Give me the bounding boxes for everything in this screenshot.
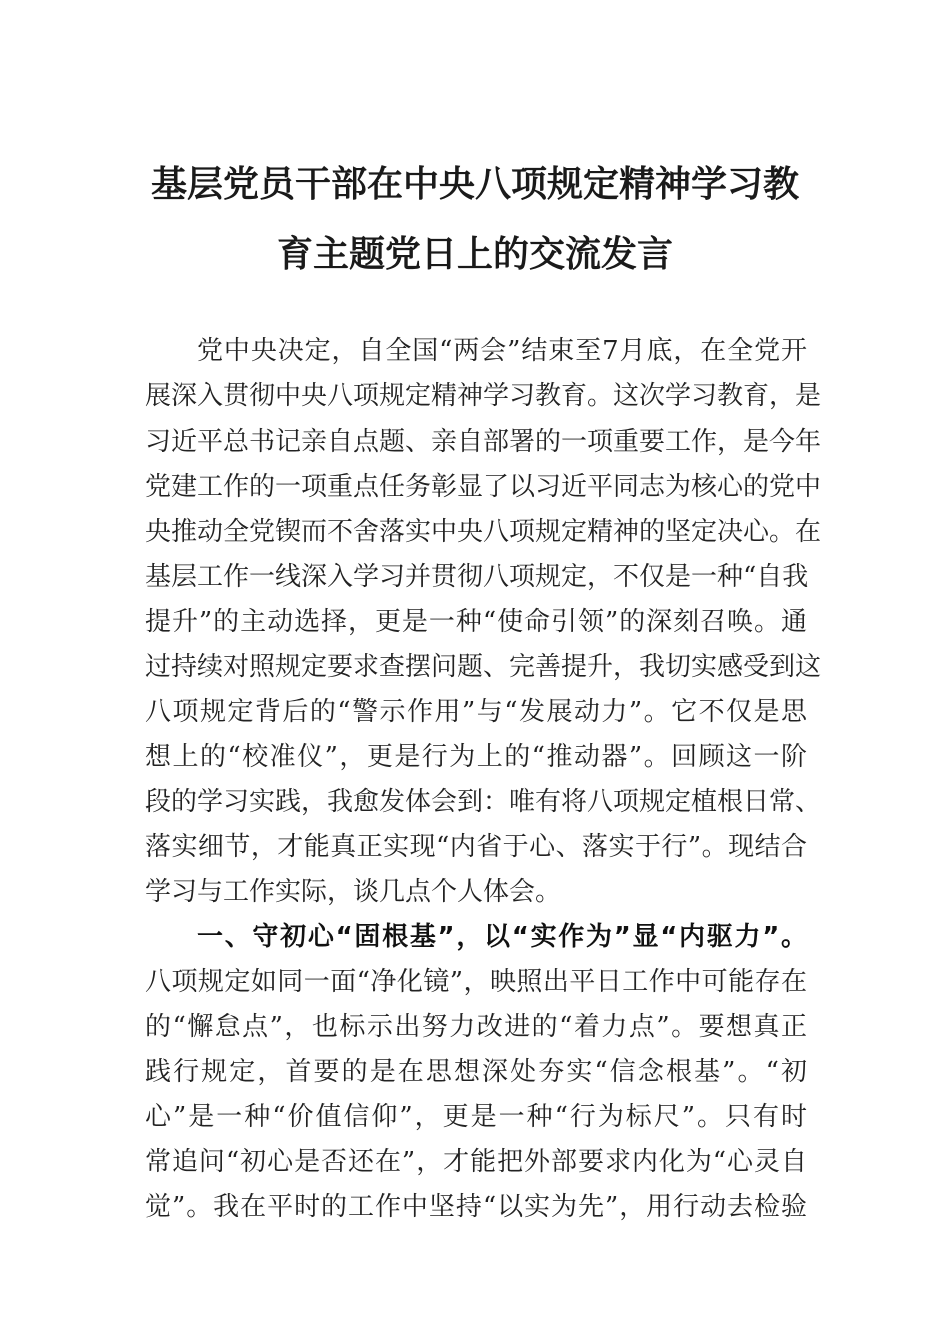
paragraph-line: 想上的“校准仪”，更是行为上的“推动器”。回顾这一阶 — [145, 742, 807, 772]
paragraph-line: 展深入贯彻中央八项规定精神学习教育。这次学习教育，是 — [145, 381, 822, 411]
section-heading-1: 一、守初心“固根基”，以“实作为”显“内驱力”。 — [197, 922, 807, 952]
paragraph-line: 提升”的主动选择，更是一种“使命引领”的深刻召唤。通 — [145, 607, 807, 637]
document-title-line-1: 基层党员干部在中央八项规定精神学习教 — [150, 163, 799, 205]
paragraph-line: 八项规定如同一面“净化镜”，映照出平日工作中可能存在 — [145, 967, 807, 997]
document-title-line-2: 育主题党日上的交流发言 — [276, 233, 673, 275]
paragraph-line: 段的学习实践，我愈发体会到：唯有将八项规定植根日常、 — [145, 787, 822, 817]
paragraph-line: 央推动全党锲而不舍落实中央八项规定精神的坚定决心。在 — [145, 517, 822, 547]
paragraph-line: 践行规定，首要的是在思想深处夯实“信念根基”。“初 — [145, 1057, 807, 1087]
paragraph-line: 党中央决定，自全国“两会”结束至7月底，在全党开 — [197, 336, 807, 366]
paragraph-line: 学习与工作实际，谈几点个人体会。 — [145, 877, 562, 907]
paragraph-line: 的“懈怠点”，也标示出努力改进的“着力点”。要想真正 — [145, 1012, 807, 1042]
paragraph-line: 八项规定背后的“警示作用”与“发展动力”。它不仅是思 — [145, 697, 807, 727]
paragraph-line: 基层工作一线深入学习并贯彻八项规定，不仅是一种“自我 — [145, 562, 809, 592]
paragraph-line: 常追问“初心是否还在”，才能把外部要求内化为“心灵自 — [145, 1147, 807, 1177]
paragraph-line: 落实细节，才能真正实现“内省于心、落实于行”。现结合 — [145, 832, 807, 862]
paragraph-line: 觉”。我在平时的工作中坚持“以实为先”，用行动去检验 — [145, 1192, 807, 1222]
paragraph-line: 党建工作的一项重点任务彰显了以习近平同志为核心的党中 — [145, 472, 822, 502]
paragraph-line: 过持续对照规定要求查摆问题、完善提升，我切实感受到这 — [145, 652, 822, 682]
paragraph-line: 心”是一种“价值信仰”，更是一种“行为标尺”。只有时 — [145, 1102, 807, 1132]
paragraph-line: 习近平总书记亲自点题、亲自部署的一项重要工作，是今年 — [145, 427, 822, 457]
